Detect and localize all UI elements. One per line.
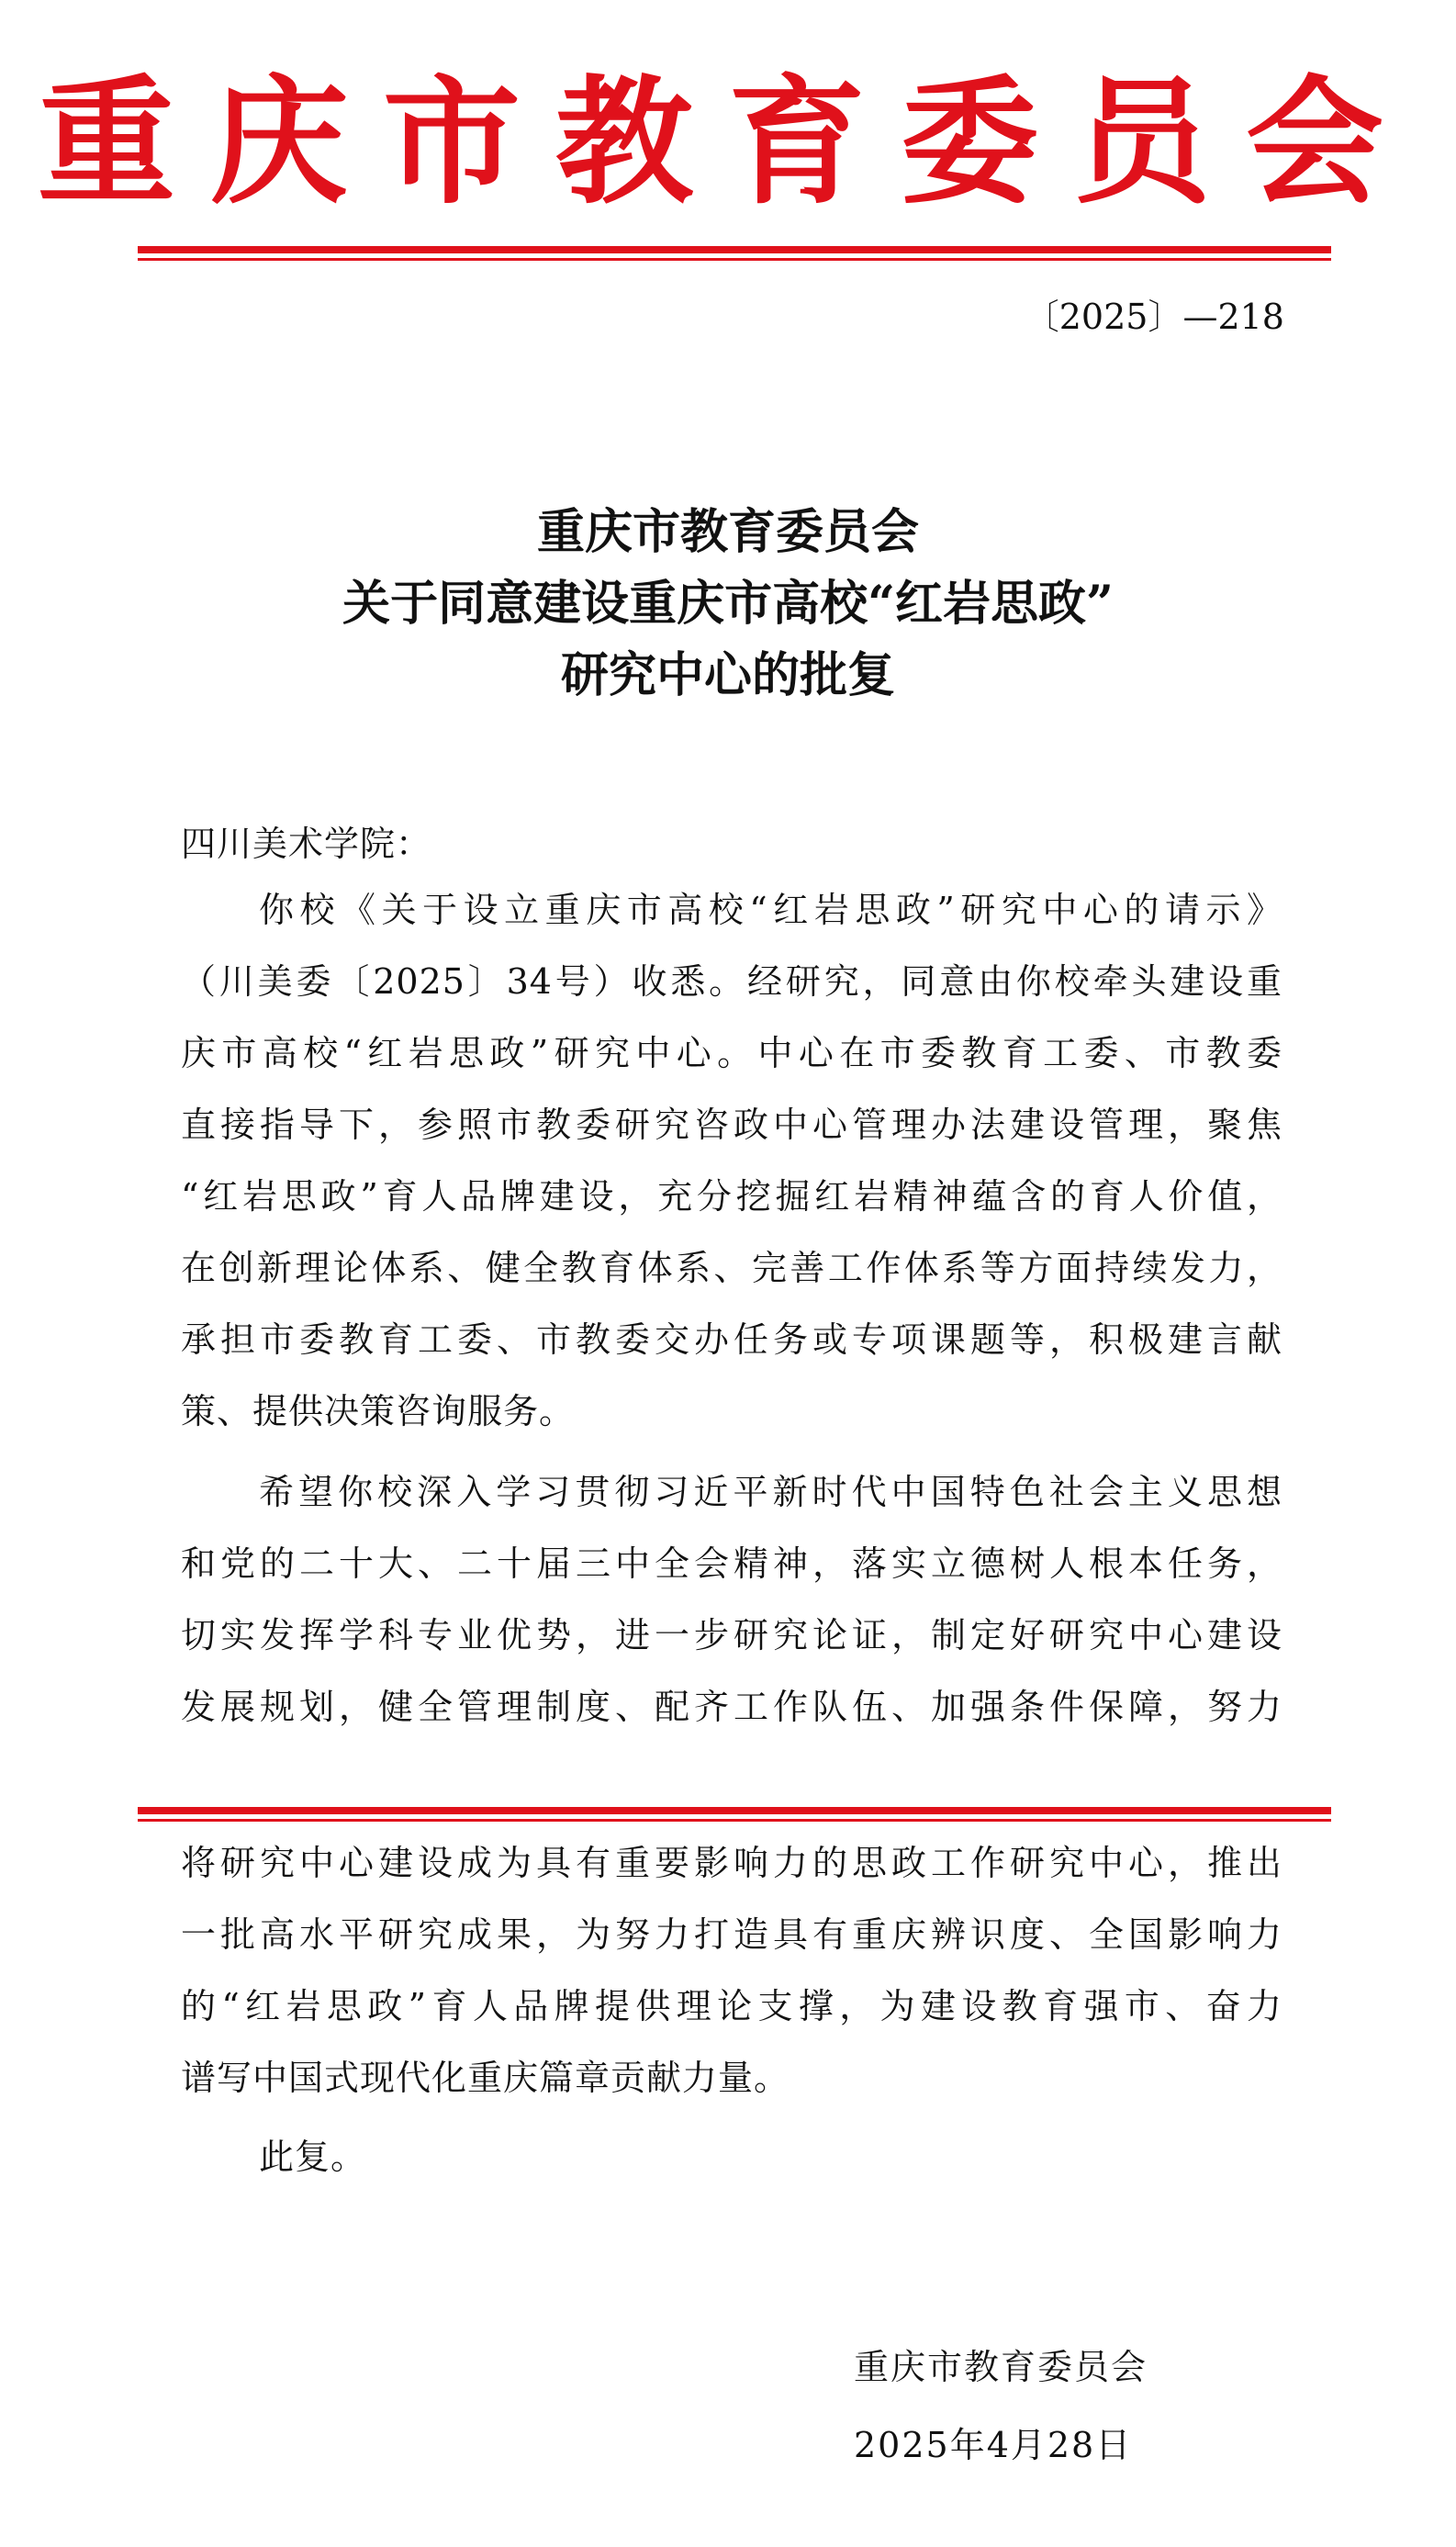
paragraph-1-line: 你校《关于设立重庆市高校“红岩思政”研究中心的请示》 <box>259 890 1282 930</box>
paragraph-1-line: （川美委〔2025〕34号）收悉。经研究，同意由你校牵头建设重 <box>181 961 1282 1002</box>
paragraph-1-line: 承担市委教育工委、市教委交办任务或专项课题等，积极建言献 <box>181 1319 1282 1360</box>
paragraph-1-line: 在创新理论体系、健全教育体系、完善工作体系等方面持续发力， <box>181 1248 1282 1288</box>
paragraph-2-line: 谱写中国式现代化重庆篇章贡献力量。 <box>181 2058 790 2098</box>
salutation: 四川美术学院： <box>181 824 432 864</box>
document-title-line-3: 研究中心的批复 <box>560 647 895 703</box>
masthead: 重庆市教育委员会 <box>37 62 1418 223</box>
thin-rule-line <box>138 258 1331 261</box>
document-title-line-2: 关于同意建设重庆市高校“红岩思政” <box>342 576 1114 632</box>
paragraph-2-line: 希望你校深入学习贯彻习近平新时代中国特色社会主义思想 <box>259 1472 1282 1512</box>
document-title-line-1: 重庆市教育委员会 <box>536 504 919 560</box>
page-break-red-rule <box>138 1807 1331 1822</box>
paragraph-2-line: 一批高水平研究成果，为努力打造具有重庆辨识度、全国影响力 <box>181 1914 1282 1955</box>
signature-date: 2025年4月28日 <box>854 2425 1133 2465</box>
paragraph-1-line: 直接指导下，参照市教委研究咨政中心管理办法建设管理，聚焦 <box>181 1105 1282 1145</box>
paragraph-2-line: 和党的二十大、二十届三中全会精神，落实立德树人根本任务， <box>181 1543 1282 1584</box>
paragraph-2-line: 发展规划，健全管理制度、配齐工作队伍、加强条件保障，努力 <box>181 1687 1282 1727</box>
document-number: 〔2025〕—218 <box>1024 297 1284 337</box>
thick-rule-line <box>138 1807 1331 1814</box>
thin-rule-line <box>138 1819 1331 1822</box>
paragraph-1-line: 庆市高校“红岩思政”研究中心。中心在市委教育工委、市教委 <box>181 1033 1282 1073</box>
paragraph-2-line: 将研究中心建设成为具有重要影响力的思政工作研究中心，推出 <box>181 1843 1282 1883</box>
paragraph-2-line: 的“红岩思政”育人品牌提供理论支撑，为建设教育强市、奋力 <box>181 1986 1282 2026</box>
thick-rule-line <box>138 246 1331 253</box>
paragraph-2-line: 切实发挥学科专业优势，进一步研究论证，制定好研究中心建设 <box>181 1615 1282 1655</box>
header-red-rule <box>138 246 1331 261</box>
paragraph-1-line: “红岩思政”育人品牌建设，充分挖掘红岩精神蕴含的育人价值， <box>181 1176 1282 1217</box>
closing-remark: 此复。 <box>259 2137 367 2177</box>
paragraph-1-line: 策、提供决策咨询服务。 <box>181 1391 576 1431</box>
signature-organization: 重庆市教育委员会 <box>854 2347 1148 2387</box>
